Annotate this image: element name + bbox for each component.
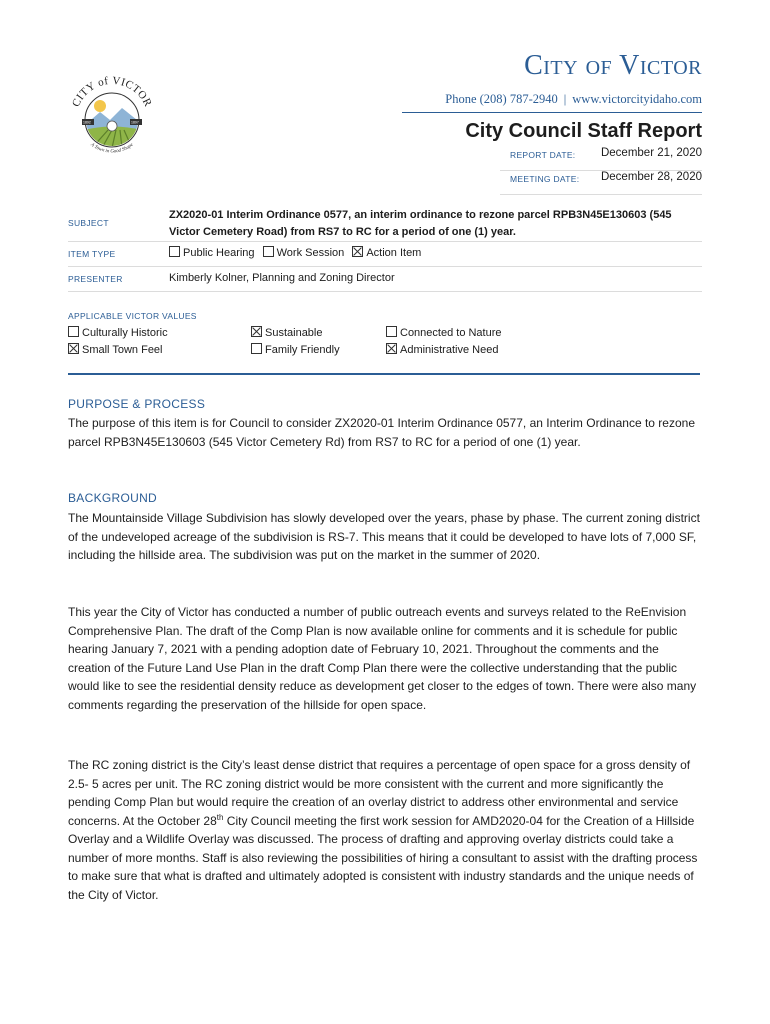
item-type-options (169, 242, 702, 262)
item-type-work-session[interactable] (263, 247, 345, 259)
family-friendly-label: Family Friendly (265, 344, 340, 356)
background-paragraph-2: This year the City of Victor has conducted a number of public outreach events and surveys related to the ReEnvision Comprehensive Plan. The draft of the Comp Plan is now available online for comments and it is schedule for public hearing January 7, 2021 with a pending adoption date of February 10, 2021. Throughout the comments and the creation of the Future Land Use Plan in the draft Comp Plan there were the collective understanding that the public would like to see the residential density reduce as development get closer to the edges of town. There were also many comments regarding the preservation of the hillside for open space. (68, 605, 697, 712)
background-paragraph-3-part-a: The RC zoning district is the City’s least dense district that requires a percentage of open space for a gross density of 2.5- 5 acres per unit. The RC zoning district would be more consistent with the current and more significantly the pending Comp Plan but would require the creation of an overlay district to address other environmental and service concerns. At the October 28 (68, 758, 691, 828)
subject-line-1: ZX2020-01 Interim Ordinance 0577, an interim ordinance to rezone parcel RPB3N45E130603 (545 (169, 209, 672, 221)
subject-label: SUBJECT (68, 218, 109, 228)
seal-year-left: 1892 (83, 120, 91, 125)
small-town-feel-label: Small Town Feel (82, 344, 163, 356)
checkbox-family-friendly[interactable] (251, 343, 262, 354)
header-rule (402, 112, 702, 113)
contact-separator: | (563, 92, 567, 106)
checkbox-culturally-historic[interactable] (68, 326, 79, 337)
administrative-need-label: Administrative Need (400, 344, 499, 356)
report-title: City Council Staff Report (465, 120, 702, 142)
value-connected-to-nature[interactable] (386, 326, 502, 339)
subject-row (68, 203, 702, 242)
item-type-label: ITEM TYPE (68, 249, 116, 259)
background-paragraph-3-part-b: City Council meeting the first work session for AMD2020-04 for the Creation of a Hillside Overlay and a Wildlife Overlay was discussed. The process of drafting and approving overlay districts could take a number of more months. Staff is also reviewing the possibilities of hiring a consultant to assist with the drafting process to make sure that what is drafted and ultimately adopted is consistent with industry standards and the unique needs of the City of Victor. (68, 813, 698, 902)
value-small-town-feel[interactable] (68, 343, 163, 356)
info-table (68, 203, 702, 292)
presenter-label: PRESENTER (68, 274, 123, 284)
background-paragraph-3 (68, 756, 702, 904)
item-type-public-hearing[interactable] (169, 247, 255, 259)
culturally-historic-label: Culturally Historic (82, 327, 168, 339)
connected-to-nature-label: Connected to Nature (400, 327, 502, 339)
purpose-heading: PURPOSE & PROCESS (68, 397, 206, 411)
report-date-value: December 21, 2020 (600, 147, 702, 159)
value-administrative-need[interactable] (386, 343, 498, 356)
seal-bottom-text: A Town in Good Shape (89, 142, 135, 155)
value-family-friendly[interactable] (251, 343, 340, 356)
sustainable-label: Sustainable (265, 327, 323, 339)
checkbox-connected-to-nature[interactable] (386, 326, 397, 337)
background-paragraph-1: The Mountainside Village Subdivision has slowly developed over the years, phase by phase. The current zoning district of the undeveloped acreage of the subdivision is RS-7. This means that it could be developed to have lots of 7,000 SF, including the hillside area. The subdivision was put on the market in the summer of 2020. (68, 511, 700, 562)
public-hearing-label: Public Hearing (183, 247, 255, 259)
presenter-value: Kimberly Kolner, Planning and Zoning Director (169, 272, 395, 284)
background-heading: BACKGROUND (68, 491, 158, 505)
item-type-action-item[interactable] (352, 247, 421, 259)
meeting-date-value: December 28, 2020 (600, 171, 702, 183)
values-heading: APPLICABLE VICTOR VALUES (68, 311, 197, 321)
checkbox-public-hearing[interactable] (169, 246, 180, 257)
work-session-label: Work Session (276, 247, 345, 259)
city-name-heading: City of Victor (524, 50, 702, 81)
item-type-row (68, 242, 702, 267)
contact-line (445, 92, 702, 107)
meeting-date-label: MEETING DATE: (510, 174, 580, 184)
report-date-row (500, 146, 702, 171)
value-culturally-historic[interactable] (68, 326, 168, 339)
subject-line-2: Victor Cemetery Road) from RS7 to RC for a period of one (1) year. (169, 226, 516, 238)
meeting-date-row (500, 170, 702, 195)
value-sustainable[interactable] (251, 326, 323, 339)
checkbox-administrative-need[interactable] (386, 343, 397, 354)
seal-year-right: 1897 (131, 120, 139, 125)
presenter-row (68, 267, 702, 292)
values-rule (68, 373, 700, 375)
checkbox-work-session[interactable] (263, 246, 274, 257)
checkbox-small-town-feel[interactable] (68, 343, 79, 354)
phone-number: Phone (208) 787-2940 (445, 92, 558, 106)
seal-top-text: CITY of VICTOR (69, 74, 155, 109)
report-date-label: REPORT DATE: (510, 150, 576, 160)
checkbox-sustainable[interactable] (251, 326, 262, 337)
action-item-label: Action Item (366, 247, 422, 259)
ordinal-suffix: th (216, 812, 224, 822)
website-link[interactable]: www.victorcityidaho.com (572, 92, 702, 106)
checkbox-action-item[interactable] (352, 246, 363, 257)
purpose-paragraph: The purpose of this item is for Council to consider ZX2020-01 Interim Ordinance 0577, an Interim Ordinance to rezone parcel RPB3N45E130603 (545 Victor Cemetery Rd) from RS7 to RC for a period of one (1) year. (68, 416, 695, 449)
subject-value (169, 203, 702, 241)
city-seal-logo (62, 68, 162, 168)
